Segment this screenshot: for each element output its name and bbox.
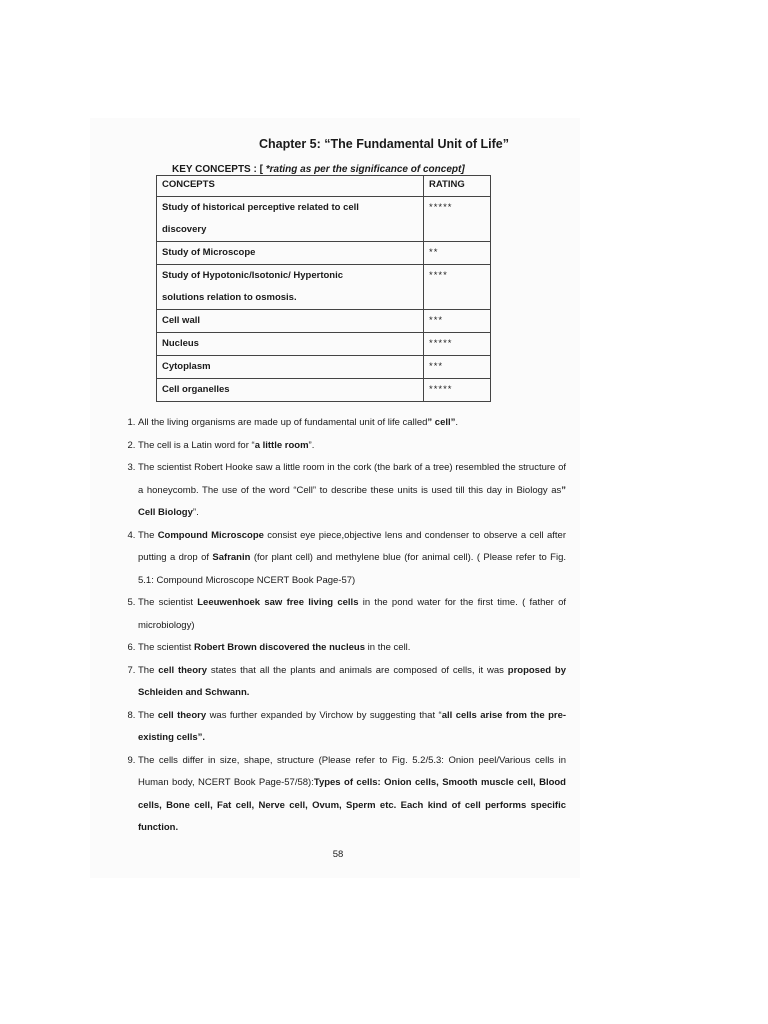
concept-cell: Cell organelles xyxy=(157,379,424,402)
table-row xyxy=(157,310,491,333)
table-row xyxy=(157,379,491,402)
rating-header: RATING xyxy=(424,176,491,197)
list-item: 2. The cell is a Latin word for “a little room”. xyxy=(138,435,566,458)
list-item: 3. The scientist Robert Hooke saw a little room in the cork (the bark of a tree) resembled the structure of a honeycomb. The use of the word “Cell” to describe these units is used till this day in Biology as” Cell Biology”. xyxy=(138,457,566,525)
rating-cell: ** xyxy=(424,242,491,265)
rating-cell: *** xyxy=(424,310,491,333)
concepts-header: CONCEPTS xyxy=(157,176,424,197)
table-header-row xyxy=(157,176,491,197)
concept-cell: Study of historical perceptive related to cell discovery xyxy=(157,197,424,242)
key-concepts-heading xyxy=(172,164,465,175)
table-row xyxy=(157,356,491,379)
list-item: 6. The scientist Robert Brown discovered the nucleus in the cell. xyxy=(138,637,566,660)
concept-cell: Cytoplasm xyxy=(157,356,424,379)
page-number: 58 xyxy=(332,849,344,860)
list-item: 1. All the living organisms are made up of fundamental unit of life called” cell”. xyxy=(138,412,566,435)
rating-cell: ***** xyxy=(424,197,491,242)
concept-cell: Study of Hypotonic/Isotonic/ Hypertonic solutions relation to osmosis. xyxy=(157,265,424,310)
key-concepts-table xyxy=(156,175,491,402)
list-item: 7. The cell theory states that all the plants and animals are composed of cells, it was proposed by Schleiden and Schwann. xyxy=(138,660,566,705)
rating-cell: ***** xyxy=(424,379,491,402)
table-row xyxy=(157,242,491,265)
chapter-title: Chapter 5: “The Fundamental Unit of Life” xyxy=(258,137,509,151)
concept-cell: Nucleus xyxy=(157,333,424,356)
concept-cell: Cell wall xyxy=(157,310,424,333)
list-item: 4. The Compound Microscope consist eye piece,objective lens and condenser to observe a cell after putting a drop of Safranin (for plant cell) and methylene blue (for animal cell). ( Please refer to Fig. 5.1: Compound Microscope NCERT Book Page-57) xyxy=(138,525,566,593)
rating-cell: ***** xyxy=(424,333,491,356)
table-row xyxy=(157,265,491,310)
list-item: 9. The cells differ in size, shape, structure (Please refer to Fig. 5.2/5.3: Onion peel/Various cells in Human body, NCERT Book Page-57/58):Types of cells: Onion cells, Smooth muscle cell, Blood cells, Bone cell, Fat cell, Nerve cell, Ovum, Sperm etc. Each kind of cell performs specific function. xyxy=(138,750,566,840)
table-row xyxy=(157,197,491,242)
key-points-list xyxy=(118,412,566,840)
concept-cell: Study of Microscope xyxy=(157,242,424,265)
rating-cell: **** xyxy=(424,265,491,310)
rating-cell: *** xyxy=(424,356,491,379)
list-item: 5. The scientist Leeuwenhoek saw free living cells in the pond water for the first time. ( father of microbiology) xyxy=(138,592,566,637)
table-row xyxy=(157,333,491,356)
key-concepts-note: *rating as per the significance of concept] xyxy=(265,164,465,175)
list-item: 8. The cell theory was further expanded by Virchow by suggesting that “all cells arise from the pre-existing cells”. xyxy=(138,705,566,750)
key-concepts-label: KEY CONCEPTS : [ xyxy=(172,164,266,175)
